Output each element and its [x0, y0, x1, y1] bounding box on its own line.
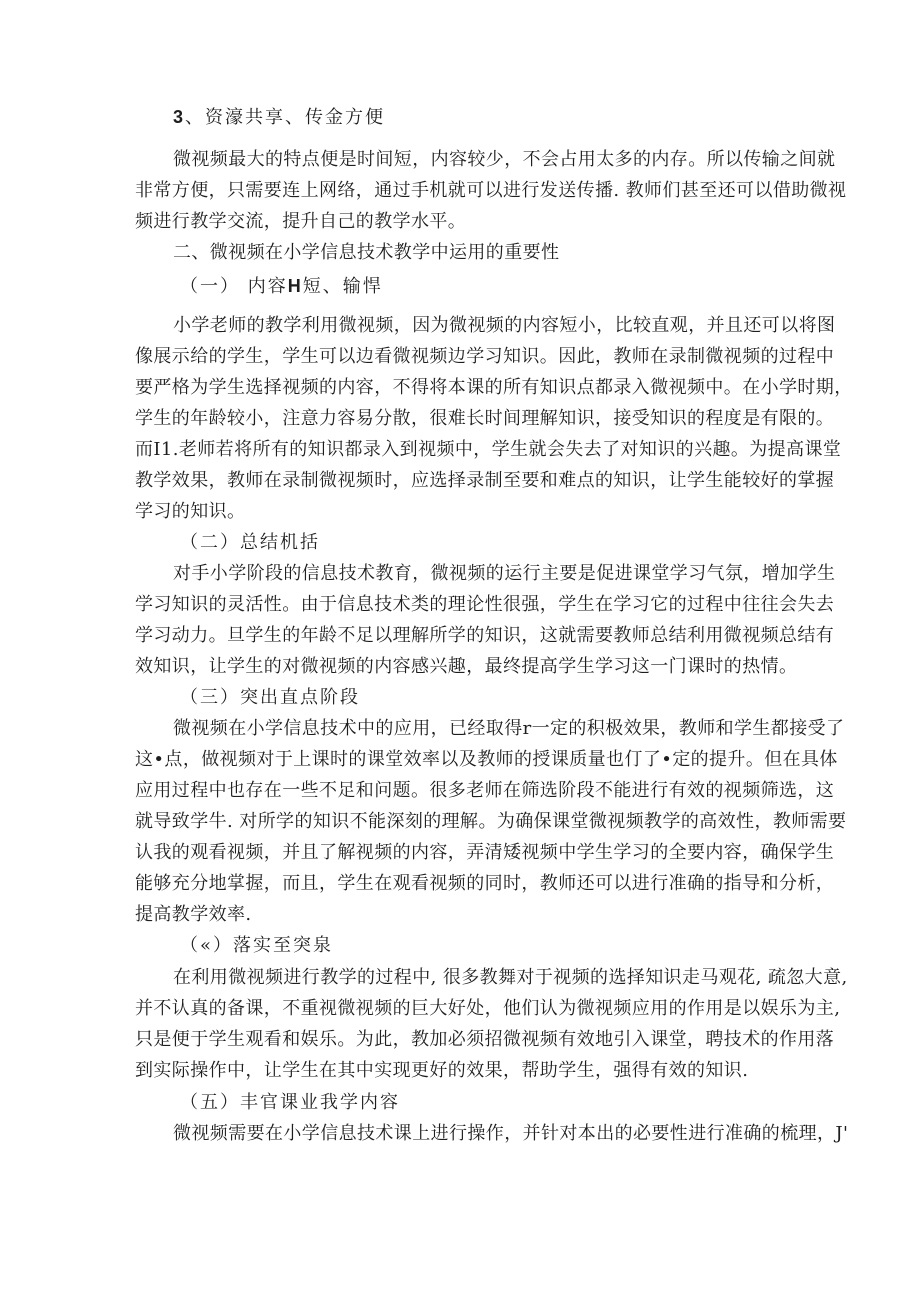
paragraph-line: 学习动力。旦学生的年龄不足以理解所学的知识，这就需要教师总结利用微视频总结有	[135, 625, 835, 646]
paragraph-line: 学生的年龄较小，注意力容易分散，很难长时间理解知识，接受知识的程度是有限的。	[135, 408, 835, 429]
paragraph-line: 就导致学牛. 对所学的知识不能深刻的理解。为确保课堂微视频教学的高效性，教师需要	[135, 811, 847, 832]
paragraph-line: 这•点，做视频对于上课时的课堂效率以及教师的授课质量也仃了•定的提升。但在具体	[135, 749, 838, 770]
paragraph-line: 微视频在小学信息技术中的应用，已经取得r一定的积极效果，教师和学生都接受了	[173, 718, 845, 739]
paragraph-line: 对手小学阶段的信息技术教育，微视频的运行主要是促进课堂学习气氛，增加学生	[173, 563, 836, 584]
sub-4-heading: （«）落实至突泉	[180, 935, 334, 956]
paragraph-line: 认我的观看视频，并且了解视频的内容，弄清矮视频中学生学习的全要内容，确保学生	[135, 842, 835, 863]
paragraph-line: 频进行教学交流，提升自己的教学水平。	[135, 211, 467, 232]
part-2-title: 二、微视频在小学信息技术教学中运用的重要性	[173, 242, 560, 263]
sub-1-heading	[180, 274, 383, 299]
sub-1-heading-b: H	[287, 276, 303, 296]
sub-5-heading: （五）丰官课业我学内容	[180, 1092, 400, 1113]
paragraph-line: 只是便于学生观看和娱乐。为此，教加必须招微视频有效地引入课堂，聘技术的作用落	[135, 1029, 835, 1050]
paragraph-line: 小学老师的教学利用微视频，因为微视频的内容短小，比较直观，并且还可以将图	[173, 315, 836, 336]
paragraph-line: 到实际操作中，让学生在其中实现更好的效果，帮助学生，强得有效的知识.	[135, 1060, 749, 1081]
paragraph-line: 要严格为学生选择视频的内容，不得将本课的所有知识点都录入微视频中。在小学时期，	[135, 377, 853, 398]
paragraph-line: 学习的知识。	[135, 501, 246, 522]
sub-1-heading-c: 短、输悍	[302, 276, 383, 297]
paragraph-line: 微视频需要在小学信息技术课上进行操作，并针对本出的必要性进行准确的梳理，J'	[173, 1123, 849, 1144]
paragraph-line: 能够充分地掌握，而且，学生在观看视频的同时，教师还可以进行准确的指导和分析，	[135, 873, 835, 894]
paragraph-line: 提高教学效率.	[135, 904, 252, 925]
paragraph-line: 像展示给的学生，学生可以边看微视频边学习知识。因此，教师在录制微视频的过程中	[135, 346, 835, 367]
sub-3-heading: （三）突出直点阶段	[180, 687, 360, 708]
paragraph-line: 效知识，让学生的对微视频的内容感兴趣，最终提高学生学习这一门课时的热情。	[135, 656, 798, 677]
section-3-title: 、资濠共享、传金方便	[185, 107, 386, 128]
paragraph-line: 在利用微视频进行教学的过程中, 很多教舞对于视频的选择知识走马观花, 疏忽大意,	[173, 967, 848, 988]
paragraph-line: 应用过程中也存在一些不足和问题。很多老师在筛选阶段不能进行有效的视频筛选，这	[135, 780, 835, 801]
paragraph-line: 学习知识的灵活性。由于信息技术类的理论性很强，学生在学习它的过程中往往会失去	[135, 594, 835, 615]
paragraph-line: 教学效果，教师在录制微视频时，应选择录制至要和难点的知识，让学生能较好的掌握	[135, 470, 835, 491]
section-3-number: 3	[173, 107, 186, 127]
paragraph-line: 并不认真的备课，不重视微视频的巨大好处，他们认为微视频应用的作用是以娱乐为主,	[135, 998, 841, 1019]
paragraph-line: 非常方便，只需要连上网络，通过手机就可以进行发送传播. 教师们甚至还可以借助微视	[135, 180, 847, 201]
paragraph-line: 而I1.老师若将所有的知识都录入到视频中，学生就会失去了对知识的兴趣。为提高课堂	[135, 439, 842, 460]
sub-2-heading: （二）总结机括	[180, 532, 320, 553]
paragraph-line: 微视频最大的特点便是时间短，内容较少，不会占用太多的内存。所以传输之间就	[173, 149, 836, 170]
sub-1-heading-a: （一） 内容	[180, 276, 288, 297]
section-3-heading	[173, 105, 385, 130]
